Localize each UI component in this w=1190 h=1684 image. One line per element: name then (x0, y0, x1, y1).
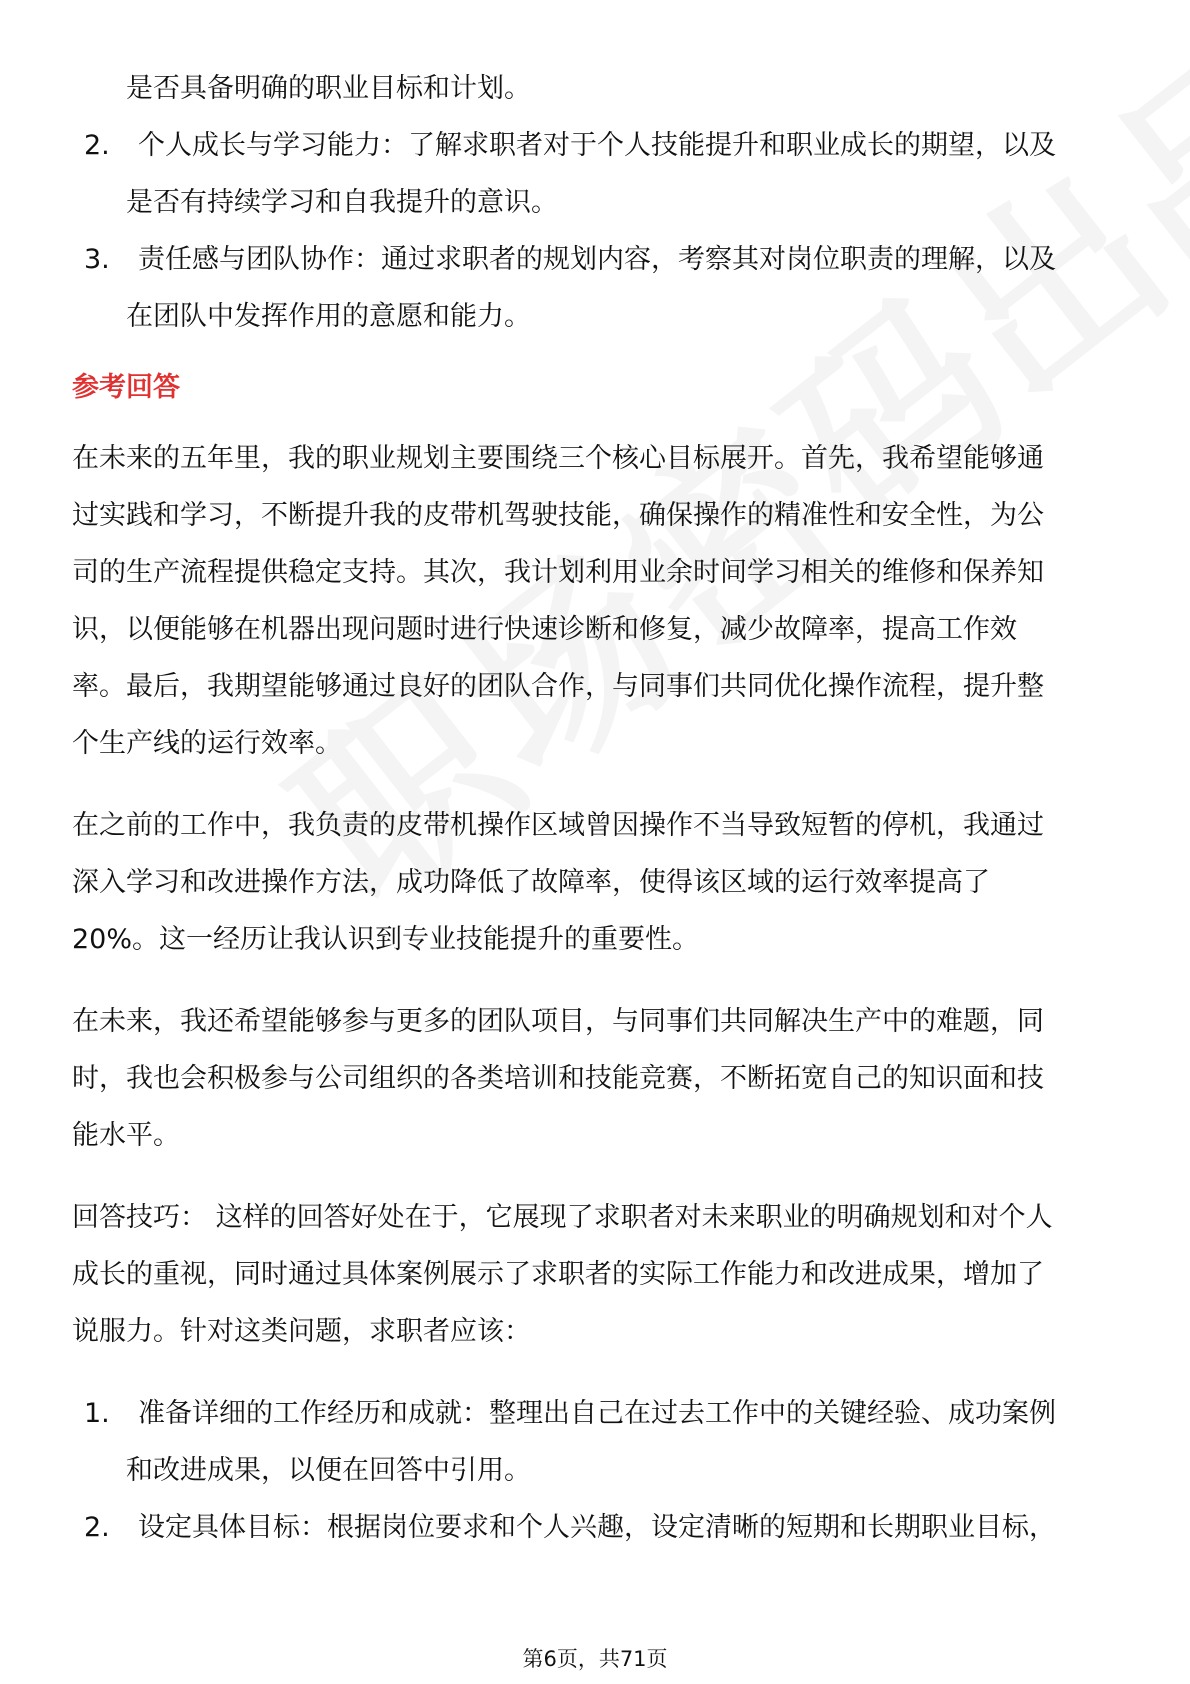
page-number: 第6页，共71页 (522, 1647, 668, 1671)
list-number: 1. (84, 1398, 110, 1429)
paragraph-line: 识，以便能够在机器出现问题时进行快速诊断和修复，减少故障率，提高工作效 (72, 614, 1017, 645)
list-text: 责任感与团队协作：通过求职者的规划内容，考察其对岗位职责的理解，以及 (138, 244, 1056, 275)
paragraph-2 (72, 797, 1122, 968)
list-number: 2. (84, 130, 110, 161)
list-text-continued: 是否有持续学习和自我提升的意识。 (126, 187, 558, 218)
paragraph-1 (72, 430, 1122, 772)
tips-list (72, 1385, 1122, 1556)
intro-list (72, 60, 1122, 345)
list-text-continued: 和改进成果，以便在回答中引用。 (126, 1455, 531, 1486)
list-item (72, 117, 1122, 174)
list-item (72, 1385, 1122, 1442)
paragraph-line: 个生产线的运行效率。 (72, 728, 342, 759)
paragraph-line: 成长的重视，同时通过具体案例展示了求职者的实际工作能力和改进成果，增加了 (72, 1259, 1044, 1290)
paragraph-tips (72, 1189, 1122, 1360)
paragraph-line: 能水平。 (72, 1120, 180, 1151)
paragraph-line: 在未来，我还希望能够参与更多的团队项目，与同事们共同解决生产中的难题，同 (72, 1006, 1044, 1037)
list-text: 准备详细的工作经历和成就：整理出自己在过去工作中的关键经验、成功案例 (138, 1398, 1056, 1429)
document-body (72, 60, 1122, 1556)
paragraph-line: 过实践和学习，不断提升我的皮带机驾驶技能，确保操作的精准性和安全性，为公 (72, 500, 1044, 531)
list-item (72, 1499, 1122, 1556)
list-text: 设定具体目标：根据岗位要求和个人兴趣，设定清晰的短期和长期职业目标， (138, 1512, 1056, 1543)
paragraph-3 (72, 993, 1122, 1164)
paragraph-line: 在未来的五年里，我的职业规划主要围绕三个核心目标展开。首先，我希望能够通 (72, 443, 1044, 474)
list-number: 2. (84, 1512, 110, 1543)
list-number: 3. (84, 244, 110, 275)
paragraph-line: 20%。这一经历让我认识到专业技能提升的重要性。 (72, 924, 700, 955)
paragraph-line: 率。最后，我期望能够通过良好的团队合作，与同事们共同优化操作流程，提升整 (72, 671, 1044, 702)
section-heading: 参考回答 (72, 372, 180, 403)
paragraph-line: 说服力。针对这类问题，求职者应该： (72, 1316, 531, 1347)
list-continuation: 是否具备明确的职业目标和计划。 (126, 73, 531, 104)
list-item (72, 231, 1122, 288)
paragraph-line: 深入学习和改进操作方法，成功降低了故障率，使得该区域的运行效率提高了 (72, 867, 990, 898)
paragraph-line: 在之前的工作中，我负责的皮带机操作区域曾因操作不当导致短暂的停机，我通过 (72, 810, 1044, 841)
list-text: 个人成长与学习能力：了解求职者对于个人技能提升和职业成长的期望，以及 (138, 130, 1056, 161)
paragraph-line: 司的生产流程提供稳定支持。其次，我计划利用业余时间学习相关的维修和保养知 (72, 557, 1044, 588)
paragraph-line: 回答技巧： 这样的回答好处在于，它展现了求职者对未来职业的明确规划和对个人 (72, 1202, 1053, 1233)
list-text-continued: 在团队中发挥作用的意愿和能力。 (126, 301, 531, 332)
paragraph-line: 时，我也会积极参与公司组织的各类培训和技能竞赛，不断拓宽自己的知识面和技 (72, 1063, 1044, 1094)
